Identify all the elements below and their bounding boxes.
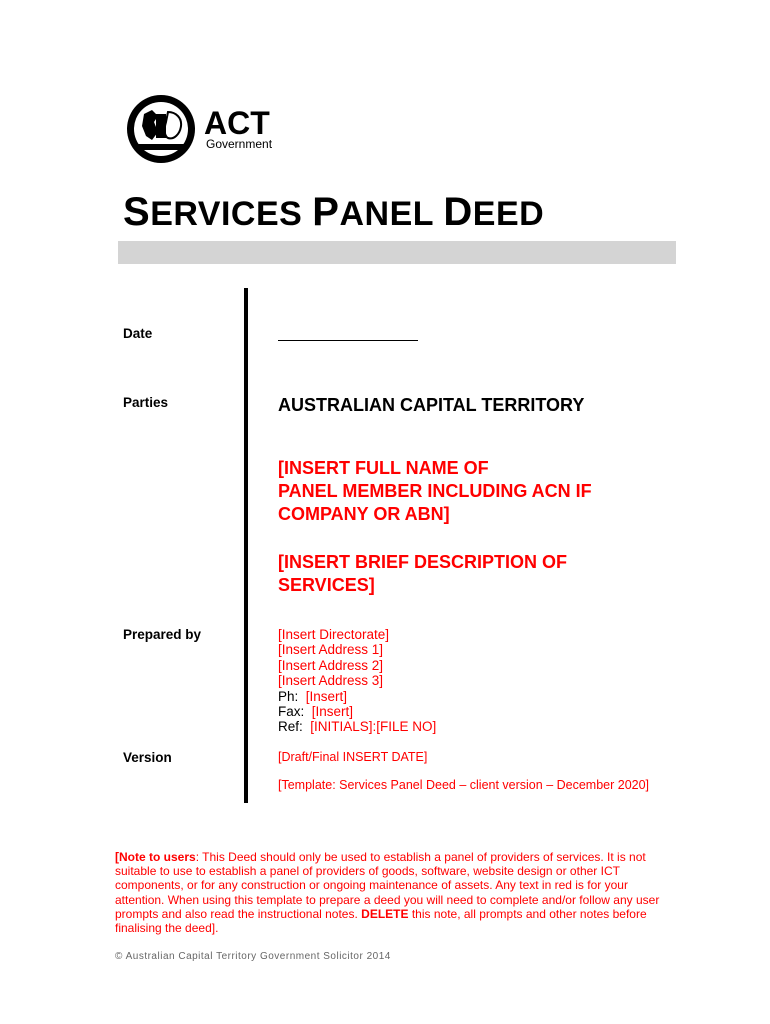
services-description: [INSERT BRIEF DESCRIPTION OF SERVICES] xyxy=(278,552,568,595)
copyright-notice: © Australian Capital Territory Government Solicitor 2014 xyxy=(115,951,391,962)
fax-line: Fax: [Insert] xyxy=(278,704,354,720)
address-3: [Insert Address 3] xyxy=(278,673,384,689)
ref-line: Ref: [INITIALS]:[FILE NO] xyxy=(278,719,437,735)
directorate: [Insert Directorate] xyxy=(278,627,390,642)
vertical-divider xyxy=(244,288,248,803)
party-act: AUSTRALIAN CAPITAL TERRITORY xyxy=(278,395,585,415)
act-government-logo xyxy=(124,92,284,166)
party-panel-member: [INSERT FULL NAME OF PANEL MEMBER INCLUDING ACN IF COMPANY OR ABN] xyxy=(278,458,592,524)
title-rule xyxy=(118,241,676,264)
document-title: SERVICES PANEL DEED xyxy=(123,190,545,234)
version-label: Version xyxy=(123,750,172,765)
prepared-by-label: Prepared by xyxy=(123,627,202,642)
note-to-users: [Note to users: This Deed should only be used to establish a panel of providers of services. It is not suitable to use to establish a panel of providers of goods, software, website design or other ICT components, or for any construction or ongoing maintenance of assets. Any text in red is for your attention. When using this template to prepare a deed you will need to complete and/or follow any user prompts and also read the instructional notes. DELETE this note, all prompts and other notes before finalising the deed]. xyxy=(115,850,660,936)
phone-line: Ph: [Insert] xyxy=(278,688,348,704)
prepared-by-details xyxy=(278,627,436,735)
address-2: [Insert Address 2] xyxy=(278,657,384,673)
logo-government-text: Government xyxy=(206,137,273,151)
logo-act-text: ACT xyxy=(204,105,270,141)
address-1: [Insert Address 1] xyxy=(278,642,384,658)
version-template: [Template: Services Panel Deed – client version – December 2020] xyxy=(278,778,650,792)
parties-label: Parties xyxy=(123,395,169,410)
date-blank-line xyxy=(278,340,418,341)
version-draft: [Draft/Final INSERT DATE] xyxy=(278,750,428,764)
date-label: Date xyxy=(123,326,153,341)
